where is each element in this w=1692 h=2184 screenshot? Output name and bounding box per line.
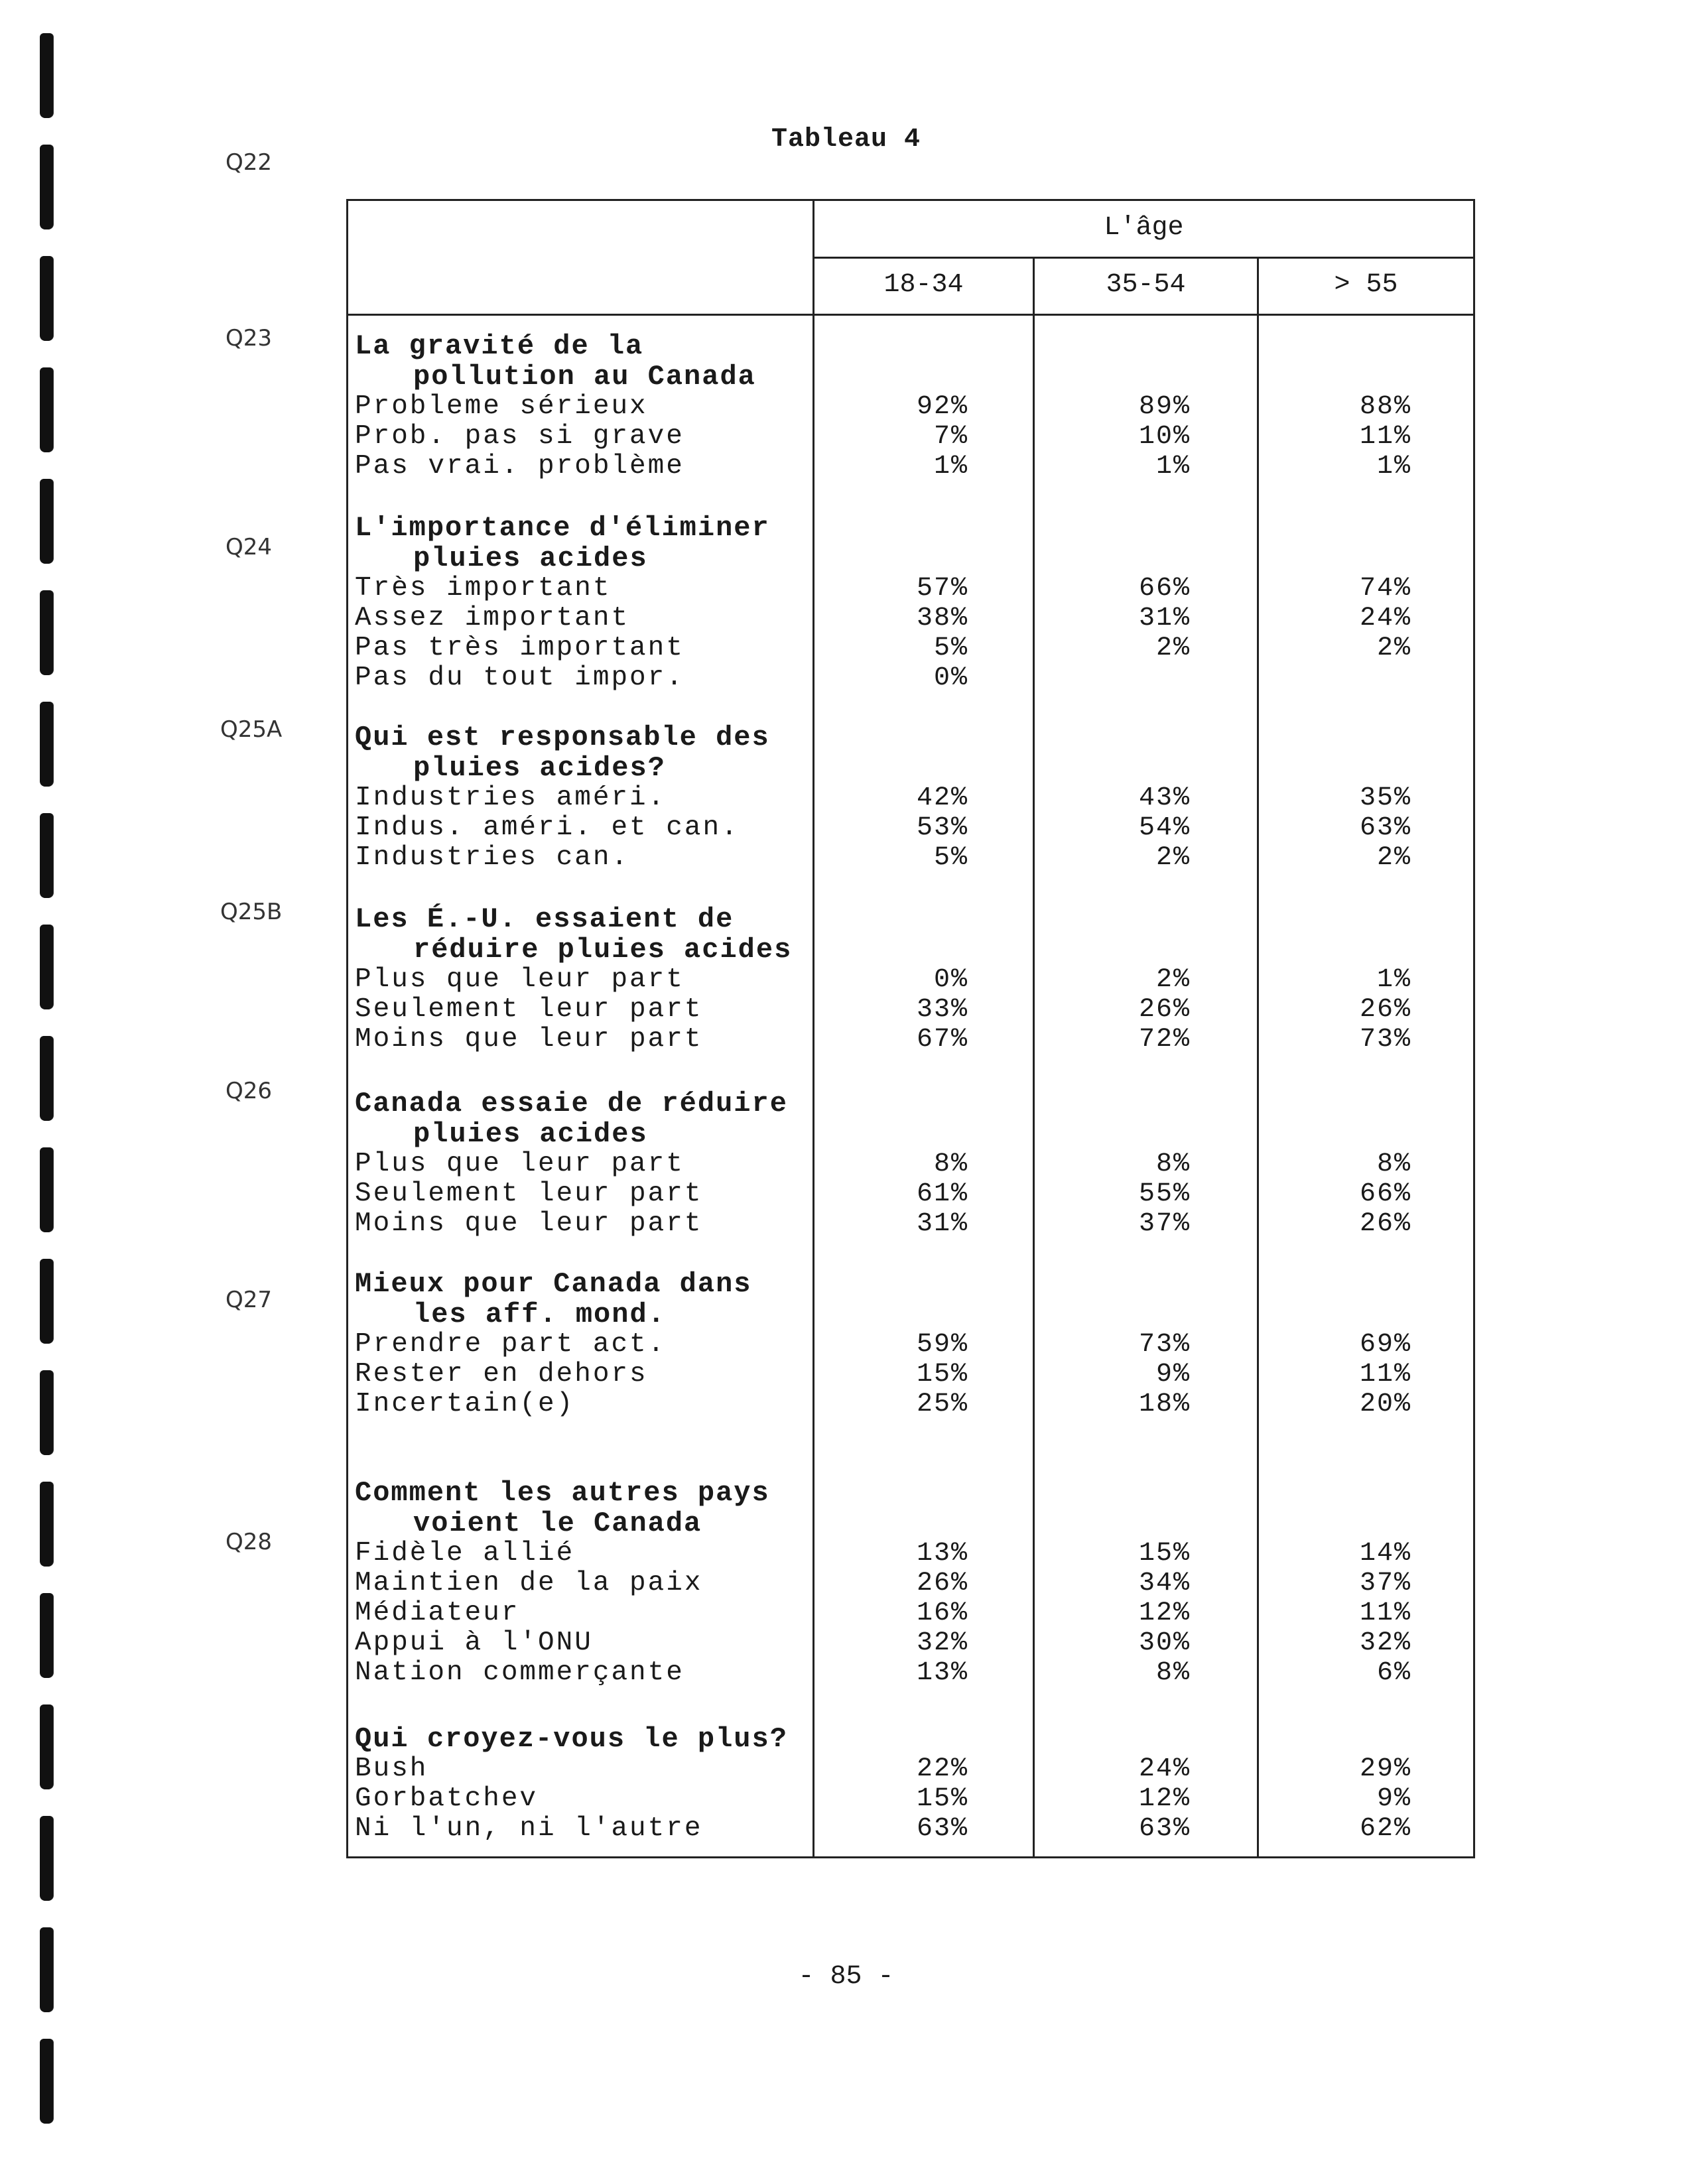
page-title: Tableau 4 — [771, 125, 921, 155]
cell-value: 35% — [1359, 783, 1411, 813]
row-label: Assez important — [355, 603, 630, 633]
question-code: Q25A — [220, 716, 283, 743]
cell-value: 25% — [916, 1389, 968, 1419]
table-row — [355, 1598, 1469, 1628]
binding-hole — [40, 145, 53, 229]
row-label: Ni l'un, ni l'autre — [355, 1813, 703, 1844]
section-title: pluies acides? — [413, 752, 666, 784]
question-code: Q27 — [226, 1287, 273, 1313]
section-title: réduire pluies acides — [413, 934, 793, 966]
table-row — [355, 813, 1469, 843]
row-label: Pas du tout impor. — [355, 663, 684, 693]
row-label: Plus que leur part — [355, 1149, 684, 1179]
table-row — [355, 1389, 1469, 1419]
cell-value: 43% — [1138, 783, 1191, 813]
cell-value: 32% — [1359, 1628, 1411, 1658]
cell-value: 7% — [933, 422, 968, 452]
row-label: Bush — [355, 1754, 428, 1784]
age-group-header: L'âge — [1104, 213, 1184, 243]
row-label: Indus. améri. et can. — [355, 812, 740, 843]
column-header-35-54: 35-54 — [1106, 270, 1186, 300]
row-label: Rester en dehors — [355, 1359, 648, 1389]
cell-value: 32% — [916, 1628, 968, 1658]
column-header-55-plus: > 55 — [1334, 270, 1398, 300]
question-section — [355, 722, 1469, 873]
cell-value: 33% — [916, 995, 968, 1025]
cell-value: 55% — [1138, 1179, 1191, 1209]
cell-value: 9% — [1155, 1360, 1191, 1389]
row-label: Pas très important — [355, 633, 684, 663]
cell-value: 11% — [1359, 1598, 1411, 1628]
cell-value: 9% — [1376, 1784, 1411, 1814]
cell-value: 0% — [933, 663, 968, 693]
cell-value: 11% — [1359, 1360, 1411, 1389]
cell-value: 15% — [916, 1784, 968, 1814]
section-title: pluies acides — [413, 543, 648, 574]
cell-value: 73% — [1359, 1025, 1411, 1055]
question-section — [355, 1478, 1469, 1688]
binding-hole — [40, 33, 53, 118]
table-row — [355, 604, 1469, 633]
cell-value: 15% — [916, 1360, 968, 1389]
table-row — [355, 1784, 1469, 1814]
question-codes — [199, 0, 305, 2184]
section-title: pollution au Canada — [413, 361, 756, 393]
cell-value: 1% — [1155, 452, 1191, 482]
table-row — [355, 1754, 1469, 1784]
question-code: Q24 — [226, 534, 273, 560]
row-label: Prob. pas si grave — [355, 421, 684, 452]
cell-value: 1% — [933, 452, 968, 482]
cell-value: 73% — [1138, 1330, 1191, 1360]
cell-value: 8% — [1155, 1149, 1191, 1179]
row-label: Fidèle allié — [355, 1538, 575, 1569]
binding-hole — [40, 1147, 53, 1232]
binding-hole — [40, 1593, 53, 1678]
cell-value: 16% — [916, 1598, 968, 1628]
cell-value: 31% — [1138, 604, 1191, 633]
cell-value: 63% — [1359, 813, 1411, 843]
cell-value: 26% — [1359, 995, 1411, 1025]
cell-value: 69% — [1359, 1330, 1411, 1360]
binding-holes — [34, 33, 61, 2155]
table-row — [355, 1814, 1469, 1844]
row-label: Très important — [355, 573, 612, 604]
cell-value: 37% — [1138, 1209, 1191, 1239]
cell-value: 2% — [1155, 965, 1191, 995]
row-label: Gorbatchev — [355, 1783, 539, 1814]
table-row — [355, 965, 1469, 995]
cell-value: 72% — [1138, 1025, 1191, 1055]
cell-value: 62% — [1359, 1814, 1411, 1844]
cell-value: 31% — [916, 1209, 968, 1239]
question-section — [355, 331, 1469, 482]
row-label: Maintien de la paix — [355, 1568, 703, 1598]
cell-value: 29% — [1359, 1754, 1411, 1784]
table-row — [355, 574, 1469, 604]
table-row — [355, 422, 1469, 452]
table-row — [355, 1628, 1469, 1658]
section-title: Canada essaie de réduire — [355, 1088, 788, 1120]
cell-value: 10% — [1138, 422, 1191, 452]
cell-value: 13% — [916, 1658, 968, 1688]
data-table — [346, 199, 1475, 1858]
table-row — [355, 1209, 1469, 1239]
table-row — [355, 1658, 1469, 1688]
cell-value: 59% — [916, 1330, 968, 1360]
cell-value: 2% — [1376, 843, 1411, 873]
question-section — [355, 1269, 1469, 1419]
question-section — [355, 1088, 1469, 1239]
section-title: La gravité de la — [355, 330, 644, 362]
cell-value: 37% — [1359, 1569, 1411, 1598]
binding-hole — [40, 1482, 53, 1567]
cell-value: 63% — [1138, 1814, 1191, 1844]
table-row — [355, 1149, 1469, 1179]
cell-value: 30% — [1138, 1628, 1191, 1658]
table-row — [355, 1025, 1469, 1055]
cell-value: 2% — [1376, 633, 1411, 663]
section-title: Mieux pour Canada dans — [355, 1268, 752, 1300]
cell-value: 53% — [916, 813, 968, 843]
row-label: Probleme sérieux — [355, 391, 648, 422]
cell-value: 12% — [1138, 1598, 1191, 1628]
cell-value: 38% — [916, 604, 968, 633]
cell-value: 26% — [916, 1569, 968, 1598]
row-label: Médiateur — [355, 1598, 520, 1628]
section-title: voient le Canada — [413, 1508, 702, 1539]
binding-hole — [40, 590, 53, 675]
cell-value: 42% — [916, 783, 968, 813]
section-title: Qui est responsable des — [355, 722, 770, 753]
section-title: L'importance d'éliminer — [355, 512, 770, 544]
question-section — [355, 1724, 1469, 1844]
question-code: Q23 — [226, 325, 273, 352]
row-label: Moins que leur part — [355, 1208, 703, 1239]
section-title: Qui croyez-vous le plus? — [355, 1723, 788, 1755]
table-row — [355, 1179, 1469, 1209]
header-divider-1 — [813, 257, 1473, 259]
table-row — [355, 1539, 1469, 1569]
cell-value: 34% — [1138, 1569, 1191, 1598]
binding-hole — [40, 1036, 53, 1121]
cell-value: 8% — [1155, 1658, 1191, 1688]
cell-value: 5% — [933, 843, 968, 873]
table-row — [355, 663, 1469, 693]
cell-value: 2% — [1155, 633, 1191, 663]
table-row — [355, 452, 1469, 482]
cell-value: 26% — [1359, 1209, 1411, 1239]
table-row — [355, 783, 1469, 813]
cell-value: 89% — [1138, 392, 1191, 422]
table-row — [355, 1569, 1469, 1598]
question-code: Q26 — [226, 1078, 273, 1104]
cell-value: 57% — [916, 574, 968, 604]
row-label: Industries améri. — [355, 783, 667, 813]
cell-value: 14% — [1359, 1539, 1411, 1569]
binding-hole — [40, 1259, 53, 1344]
cell-value: 24% — [1138, 1754, 1191, 1784]
binding-hole — [40, 1370, 53, 1455]
row-label: Appui à l'ONU — [355, 1628, 593, 1658]
table-row — [355, 995, 1469, 1025]
row-label: Pas vrai. problème — [355, 451, 684, 482]
question-section — [355, 513, 1469, 693]
section-title: Les É.-U. essaient de — [355, 903, 734, 935]
row-label: Plus que leur part — [355, 964, 684, 995]
row-label: Moins que leur part — [355, 1024, 703, 1055]
page-number: - 85 - — [798, 1962, 894, 1992]
cell-value: 67% — [916, 1025, 968, 1055]
row-label: Seulement leur part — [355, 994, 703, 1025]
cell-value: 6% — [1376, 1658, 1411, 1688]
cell-value: 66% — [1359, 1179, 1411, 1209]
cell-value: 24% — [1359, 604, 1411, 633]
table-row — [355, 633, 1469, 663]
binding-hole — [40, 813, 53, 898]
table-row — [355, 1360, 1469, 1389]
cell-value: 15% — [1138, 1539, 1191, 1569]
cell-value: 11% — [1359, 422, 1411, 452]
section-title: Comment les autres pays — [355, 1477, 770, 1509]
binding-hole — [40, 479, 53, 564]
cell-value: 1% — [1376, 452, 1411, 482]
question-code: Q22 — [226, 149, 273, 176]
section-title: les aff. mond. — [413, 1299, 666, 1330]
row-label: Prendre part act. — [355, 1329, 667, 1360]
binding-hole — [40, 1704, 53, 1789]
cell-value: 18% — [1138, 1389, 1191, 1419]
question-code: Q25B — [220, 899, 283, 925]
question-code: Q28 — [226, 1529, 273, 1555]
row-label: Incertain(e) — [355, 1389, 575, 1419]
binding-hole — [40, 367, 53, 452]
cell-value: 8% — [1376, 1149, 1411, 1179]
binding-hole — [40, 1816, 53, 1901]
row-label: Seulement leur part — [355, 1179, 703, 1209]
cell-value: 5% — [933, 633, 968, 663]
cell-value: 61% — [916, 1179, 968, 1209]
row-label: Industries can. — [355, 842, 630, 873]
binding-hole — [40, 2039, 53, 2124]
row-label: Nation commerçante — [355, 1657, 684, 1688]
binding-hole — [40, 702, 53, 787]
table-row — [355, 843, 1469, 873]
cell-value: 26% — [1138, 995, 1191, 1025]
cell-value: 1% — [1376, 965, 1411, 995]
cell-value: 22% — [916, 1754, 968, 1784]
cell-value: 12% — [1138, 1784, 1191, 1814]
cell-value: 8% — [933, 1149, 968, 1179]
table-row — [355, 392, 1469, 422]
section-title: pluies acides — [413, 1118, 648, 1150]
cell-value: 63% — [916, 1814, 968, 1844]
cell-value: 92% — [916, 392, 968, 422]
cell-value: 88% — [1359, 392, 1411, 422]
binding-hole — [40, 925, 53, 1009]
header-divider-2 — [348, 314, 1473, 316]
cell-value: 66% — [1138, 574, 1191, 604]
cell-value: 54% — [1138, 813, 1191, 843]
question-section — [355, 904, 1469, 1055]
cell-value: 13% — [916, 1539, 968, 1569]
table-row — [355, 1330, 1469, 1360]
cell-value: 20% — [1359, 1389, 1411, 1419]
cell-value: 0% — [933, 965, 968, 995]
binding-hole — [40, 256, 53, 341]
cell-value: 74% — [1359, 574, 1411, 604]
cell-value: 2% — [1155, 843, 1191, 873]
column-header-18-34: 18-34 — [883, 270, 964, 300]
